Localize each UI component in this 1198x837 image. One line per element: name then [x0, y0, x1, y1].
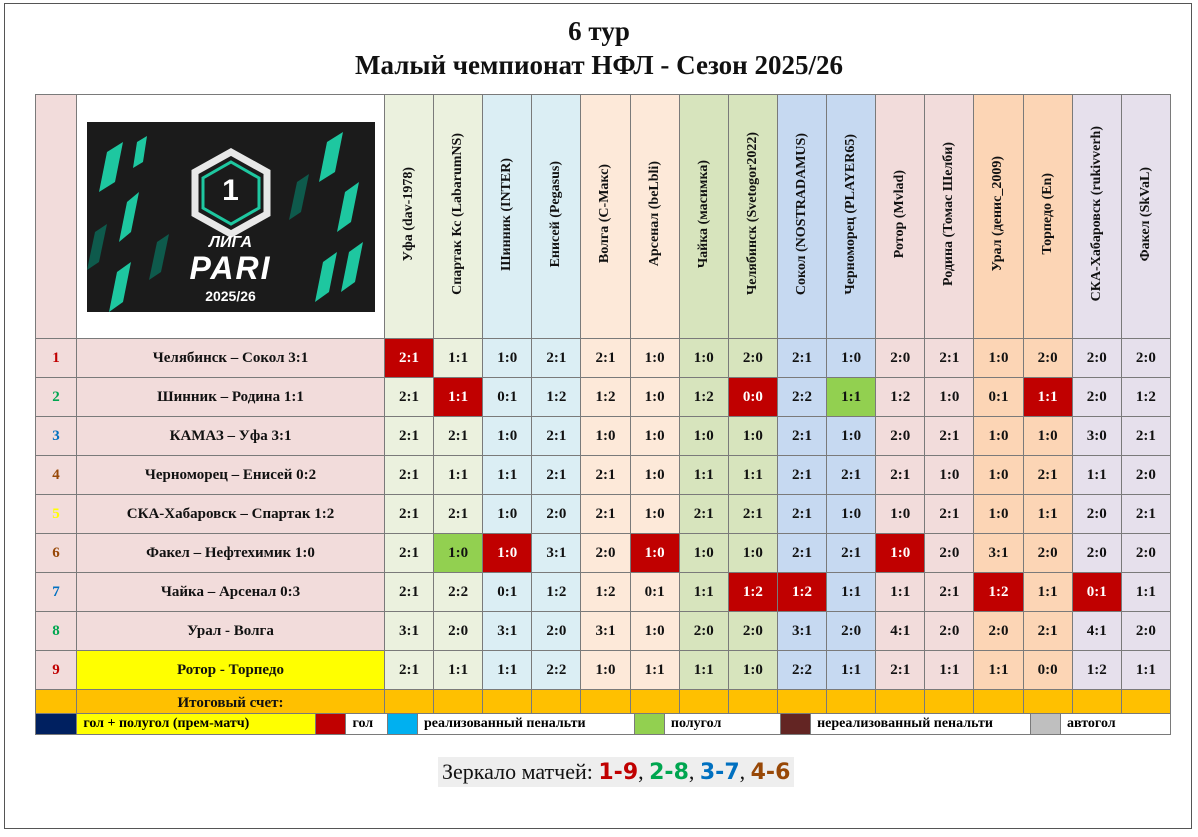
- prediction-cell: 2:1: [384, 534, 433, 573]
- prediction-cell: 2:0: [1072, 495, 1121, 534]
- prediction-cell: 3:1: [974, 534, 1023, 573]
- prediction-cell: 2:0: [532, 495, 581, 534]
- participant-header: [925, 95, 974, 339]
- prediction-cell: 1:0: [483, 417, 532, 456]
- mirror-pair: 1-9: [598, 760, 639, 785]
- prediction-cell: 1:1: [679, 573, 728, 612]
- prediction-cell: 0:1: [483, 573, 532, 612]
- match-label: Факел – Нефтехимик 1:0: [77, 534, 385, 573]
- prediction-cell: 2:1: [384, 495, 433, 534]
- prediction-cell: 2:0: [728, 339, 777, 378]
- prediction-cell: 2:0: [1072, 339, 1121, 378]
- legend-swatch: [634, 714, 664, 735]
- mirror-pairs: [598, 759, 790, 784]
- participant-header: [581, 95, 630, 339]
- prediction-cell: 2:1: [827, 456, 876, 495]
- prediction-cell: 2:0: [876, 339, 925, 378]
- prediction-cell: 1:1: [876, 573, 925, 612]
- prediction-cell: 2:1: [1023, 612, 1072, 651]
- legend-table: [35, 713, 1171, 735]
- predictions-table: [35, 94, 1171, 718]
- legend-row: [36, 714, 1171, 735]
- prediction-cell: 1:1: [1023, 573, 1072, 612]
- prediction-cell: 2:0: [1121, 612, 1170, 651]
- prediction-cell: 2:1: [925, 417, 974, 456]
- logo-cell: [77, 95, 385, 339]
- legend-swatch: [387, 714, 417, 735]
- match-label: Черноморец – Енисей 0:2: [77, 456, 385, 495]
- legend-swatch: [1030, 714, 1060, 735]
- mirror-matches: [438, 757, 794, 787]
- prediction-cell: 2:0: [974, 612, 1023, 651]
- prediction-cell: 1:0: [1023, 417, 1072, 456]
- match-row: [36, 417, 1171, 456]
- prediction-cell: 2:1: [876, 456, 925, 495]
- participant-header: [434, 95, 483, 339]
- page-title: Малый чемпионат НФЛ - Сезон 2025/26: [355, 50, 843, 80]
- participant-name: СКА-Хабаровск (rukivverh): [1088, 126, 1104, 302]
- prediction-cell: 1:1: [827, 651, 876, 690]
- participant-header: [974, 95, 1023, 339]
- mirror-pair: 4-6: [750, 760, 791, 785]
- prediction-cell: 1:0: [630, 495, 679, 534]
- legend-text: полугол: [664, 714, 780, 735]
- prediction-cell: 2:1: [827, 534, 876, 573]
- participant-header: [777, 95, 826, 339]
- prediction-cell: 1:0: [630, 612, 679, 651]
- participant-name: Черноморец (PLAYER65): [843, 133, 859, 295]
- prediction-cell: 1:0: [679, 339, 728, 378]
- prediction-cell: 2:0: [827, 612, 876, 651]
- participant-header: [483, 95, 532, 339]
- prediction-cell: 1:1: [1121, 573, 1170, 612]
- match-label: Шинник – Родина 1:1: [77, 378, 385, 417]
- prediction-cell: 1:1: [974, 651, 1023, 690]
- prediction-cell: 1:1: [434, 651, 483, 690]
- prediction-cell: 2:1: [384, 651, 433, 690]
- prediction-cell: 1:2: [532, 378, 581, 417]
- match-number: 3: [36, 417, 77, 456]
- prediction-cell: 2:1: [728, 495, 777, 534]
- corner-cell: [36, 95, 77, 339]
- mirror-label: Зеркало матчей:: [442, 759, 593, 784]
- participant-name: Спартак Кс (LabarumNS): [450, 133, 466, 295]
- participant-name: Родина (Томас Шелби): [941, 142, 957, 286]
- participant-header: [384, 95, 433, 339]
- mirror-separator: ,: [638, 759, 644, 784]
- legend-swatch: [36, 714, 77, 735]
- prediction-cell: 2:0: [1121, 456, 1170, 495]
- prediction-cell: 2:1: [1121, 495, 1170, 534]
- prediction-cell: 2:1: [925, 339, 974, 378]
- prediction-cell: 2:2: [777, 651, 826, 690]
- prediction-cell: 1:0: [827, 495, 876, 534]
- prediction-cell: 0:1: [483, 378, 532, 417]
- match-number: 8: [36, 612, 77, 651]
- participant-header: [1023, 95, 1072, 339]
- match-number: 5: [36, 495, 77, 534]
- match-row: [36, 651, 1171, 690]
- prediction-cell: 1:1: [1072, 456, 1121, 495]
- prediction-cell: 2:1: [679, 495, 728, 534]
- prediction-cell: 1:2: [1121, 378, 1170, 417]
- prediction-cell: 2:1: [384, 417, 433, 456]
- match-number: 6: [36, 534, 77, 573]
- prediction-cell: 1:1: [679, 456, 728, 495]
- prediction-cell: 2:1: [581, 339, 630, 378]
- participant-name: Уфа (dav-1978): [400, 166, 416, 262]
- round-title: 6 тур: [568, 16, 630, 46]
- logo-number: 1: [222, 173, 239, 207]
- prediction-cell: 4:1: [1072, 612, 1121, 651]
- mirror-pair: 2-8: [649, 760, 689, 785]
- participant-name: Чайка (масимка): [695, 159, 711, 269]
- prediction-cell: 2:0: [1072, 378, 1121, 417]
- prediction-cell: 3:0: [1072, 417, 1121, 456]
- prediction-cell: 1:2: [728, 573, 777, 612]
- prediction-cell: 1:1: [483, 456, 532, 495]
- match-row: [36, 378, 1171, 417]
- prediction-cell: 2:1: [777, 495, 826, 534]
- prediction-cell: 1:1: [679, 651, 728, 690]
- prediction-cell: 1:1: [483, 651, 532, 690]
- participant-header: [827, 95, 876, 339]
- prediction-cell: 1:0: [876, 534, 925, 573]
- prediction-cell: 1:0: [925, 456, 974, 495]
- participant-header: [1072, 95, 1121, 339]
- prediction-cell: 2:1: [777, 339, 826, 378]
- match-number: 1: [36, 339, 77, 378]
- prediction-cell: 1:0: [630, 339, 679, 378]
- logo-liga: ЛИГА: [208, 233, 253, 251]
- logo-pari: PARI: [189, 249, 272, 286]
- prediction-cell: 2:0: [1121, 534, 1170, 573]
- legend-swatch: [316, 714, 346, 735]
- participant-name: Урал (денис_2009): [990, 156, 1006, 272]
- participant-header: [1121, 95, 1170, 339]
- prediction-cell: 2:1: [581, 495, 630, 534]
- match-label: СКА-Хабаровск – Спартак 1:2: [77, 495, 385, 534]
- prediction-cell: 3:1: [483, 612, 532, 651]
- prediction-cell: 1:0: [728, 651, 777, 690]
- prediction-cell: 0:1: [1072, 573, 1121, 612]
- prediction-cell: 2:0: [876, 417, 925, 456]
- participant-name: Шинник (INTER): [499, 157, 515, 271]
- prediction-cell: 2:1: [532, 456, 581, 495]
- prediction-cell: 2:0: [1023, 534, 1072, 573]
- prediction-cell: 1:1: [827, 378, 876, 417]
- prediction-cell: 1:0: [483, 495, 532, 534]
- prediction-cell: 1:0: [974, 417, 1023, 456]
- prediction-cell: 2:1: [777, 456, 826, 495]
- prediction-cell: 1:1: [925, 651, 974, 690]
- participant-name: Волга (С-Макс): [597, 164, 613, 264]
- prediction-cell: 1:0: [581, 417, 630, 456]
- match-number: 9: [36, 651, 77, 690]
- prediction-cell: 2:1: [384, 339, 433, 378]
- mirror-separator: ,: [739, 759, 746, 784]
- prediction-cell: 1:2: [777, 573, 826, 612]
- prediction-cell: 2:1: [384, 456, 433, 495]
- prediction-cell: 1:2: [679, 378, 728, 417]
- prediction-cell: 1:0: [827, 417, 876, 456]
- prediction-cell: 1:0: [876, 495, 925, 534]
- match-row: [36, 573, 1171, 612]
- prediction-cell: 1:0: [827, 339, 876, 378]
- prediction-cell: 1:0: [630, 417, 679, 456]
- prediction-cell: 2:1: [434, 417, 483, 456]
- prediction-cell: 2:1: [925, 495, 974, 534]
- participant-header: [630, 95, 679, 339]
- participant-name: Торпедо (En): [1039, 173, 1055, 255]
- legend-text: нереализованный пенальти: [811, 714, 1031, 735]
- prediction-cell: 2:1: [1121, 417, 1170, 456]
- participant-name: Арсенал (beLbli): [646, 161, 662, 267]
- totals-label: Итоговый счет:: [77, 690, 385, 718]
- prediction-cell: 1:2: [1072, 651, 1121, 690]
- participant-name: Факел (SkVaL): [1137, 166, 1153, 262]
- match-row: [36, 612, 1171, 651]
- prediction-cell: 1:1: [434, 456, 483, 495]
- prediction-cell: 1:2: [581, 378, 630, 417]
- prediction-cell: 2:0: [679, 612, 728, 651]
- liga-pari-logo: [87, 122, 375, 312]
- prediction-cell: 1:0: [728, 534, 777, 573]
- mirror-pair: 3-7: [699, 760, 740, 785]
- match-label: Урал - Волга: [77, 612, 385, 651]
- prediction-cell: 2:1: [434, 495, 483, 534]
- prediction-cell: 4:1: [876, 612, 925, 651]
- prediction-cell: 1:0: [728, 417, 777, 456]
- legend-text: реализованный пенальти: [417, 714, 634, 735]
- prediction-cell: 2:0: [728, 612, 777, 651]
- prediction-cell: 1:0: [483, 534, 532, 573]
- prediction-cell: 0:0: [728, 378, 777, 417]
- participant-header: [532, 95, 581, 339]
- prediction-cell: 2:0: [1121, 339, 1170, 378]
- match-label: КАМАЗ – Уфа 3:1: [77, 417, 385, 456]
- prediction-cell: 2:1: [876, 651, 925, 690]
- prediction-cell: 1:0: [974, 339, 1023, 378]
- participant-header: [876, 95, 925, 339]
- prediction-cell: 1:0: [630, 378, 679, 417]
- prediction-cell: 0:1: [630, 573, 679, 612]
- prediction-cell: 1:1: [1121, 651, 1170, 690]
- prediction-cell: 1:0: [679, 534, 728, 573]
- legend-text: гол + полугол (прем-матч): [77, 714, 316, 735]
- prediction-cell: 1:1: [630, 651, 679, 690]
- prediction-cell: 2:1: [1023, 456, 1072, 495]
- prediction-cell: 2:1: [925, 573, 974, 612]
- prediction-cell: 1:0: [581, 651, 630, 690]
- prediction-cell: 3:1: [777, 612, 826, 651]
- match-row: [36, 495, 1171, 534]
- prediction-cell: 1:0: [483, 339, 532, 378]
- prediction-cell: 2:2: [434, 573, 483, 612]
- prediction-cell: 1:1: [1023, 378, 1072, 417]
- prediction-cell: 2:1: [777, 534, 826, 573]
- participant-name: Сокол (NOSTRADAMUS): [793, 132, 809, 296]
- prediction-cell: 1:0: [630, 456, 679, 495]
- legend-swatch: [780, 714, 810, 735]
- prediction-cell: 2:1: [581, 456, 630, 495]
- prediction-cell: 2:1: [777, 417, 826, 456]
- prediction-cell: 1:2: [532, 573, 581, 612]
- prediction-cell: 1:0: [925, 378, 974, 417]
- logo-season: 2025/26: [205, 287, 256, 304]
- match-number: 2: [36, 378, 77, 417]
- prediction-cell: 2:1: [532, 339, 581, 378]
- prediction-cell: 1:0: [630, 534, 679, 573]
- prediction-cell: 3:1: [532, 534, 581, 573]
- prediction-cell: 2:0: [925, 534, 974, 573]
- prediction-cell: 3:1: [384, 612, 433, 651]
- prediction-cell: 2:1: [384, 573, 433, 612]
- participant-name: Енисей (Pegasus): [548, 160, 564, 268]
- prediction-cell: 1:0: [974, 456, 1023, 495]
- match-label: Ротор - Торпедо: [77, 651, 385, 690]
- prediction-cell: 2:1: [384, 378, 433, 417]
- prediction-cell: 1:1: [827, 573, 876, 612]
- prediction-cell: 2:0: [1072, 534, 1121, 573]
- prediction-cell: 1:1: [728, 456, 777, 495]
- header-row: [36, 95, 1171, 339]
- participant-header: [679, 95, 728, 339]
- prediction-cell: 0:1: [974, 378, 1023, 417]
- participant-name: Челябинск (Svetogor2022): [744, 132, 760, 296]
- prediction-cell: 1:2: [581, 573, 630, 612]
- prediction-cell: 1:1: [434, 339, 483, 378]
- match-label: Челябинск – Сокол 3:1: [77, 339, 385, 378]
- prediction-cell: 0:0: [1023, 651, 1072, 690]
- participant-name: Ротор (Mvlad): [892, 169, 908, 259]
- prediction-cell: 1:0: [679, 417, 728, 456]
- legend-text: автогол: [1061, 714, 1171, 735]
- prediction-cell: 2:2: [777, 378, 826, 417]
- prediction-cell: 2:1: [532, 417, 581, 456]
- prediction-cell: 1:0: [434, 534, 483, 573]
- prediction-cell: 1:1: [1023, 495, 1072, 534]
- mirror-separator: ,: [688, 759, 695, 784]
- participant-header: [728, 95, 777, 339]
- prediction-cell: 1:0: [974, 495, 1023, 534]
- match-row: [36, 339, 1171, 378]
- match-number: 4: [36, 456, 77, 495]
- prediction-cell: 2:0: [532, 612, 581, 651]
- match-row: [36, 456, 1171, 495]
- prediction-cell: 2:0: [1023, 339, 1072, 378]
- prediction-cell: 2:0: [581, 534, 630, 573]
- prediction-cell: 1:1: [434, 378, 483, 417]
- prediction-cell: 2:0: [434, 612, 483, 651]
- legend-text: гол: [346, 714, 387, 735]
- prediction-cell: 3:1: [581, 612, 630, 651]
- match-number: 7: [36, 573, 77, 612]
- match-label: Чайка – Арсенал 0:3: [77, 573, 385, 612]
- prediction-cell: 2:0: [925, 612, 974, 651]
- prediction-cell: 1:2: [974, 573, 1023, 612]
- match-row: [36, 534, 1171, 573]
- prediction-cell: 2:2: [532, 651, 581, 690]
- prediction-cell: 1:2: [876, 378, 925, 417]
